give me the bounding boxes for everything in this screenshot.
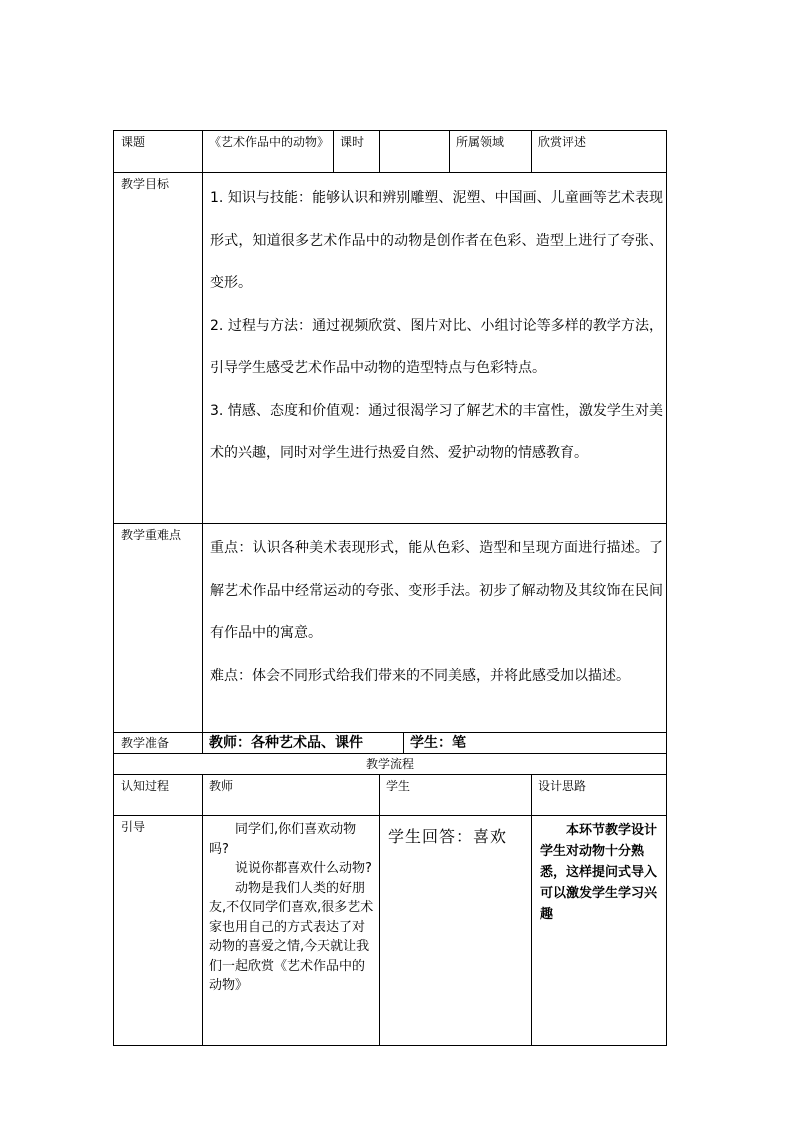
goal-item: 2. 过程与方法：通过视频欣赏、图片对比、小组讨论等多样的教学方法，引导学生感受艺术作品中动物的造型特点与色彩特点。 bbox=[210, 317, 664, 376]
col-design: 设计思路 bbox=[532, 775, 667, 816]
focus-text: 重点：认识各种美术表现形式，能从色彩、造型和呈现方面进行描述。了解艺术作品中经常运动的夸张、变形手法。初步了解动物及其纹饰在民间有作品中的寓意。 bbox=[210, 540, 664, 641]
goals-label: 教学目标 bbox=[114, 173, 203, 524]
domain-label: 所属领域 bbox=[450, 131, 532, 173]
period-value bbox=[380, 131, 450, 173]
teacher-cell bbox=[203, 816, 380, 1046]
key-points-label: 教学重难点 bbox=[114, 524, 203, 733]
goal-item: 1. 知识与技能：能够认识和辨别雕塑、泥塑、中国画、儿童画等艺术表现形式，知道很多艺术作品中的动物是创作者在色彩、造型上进行了夸张、变形。 bbox=[210, 190, 664, 291]
col-student: 学生 bbox=[380, 775, 532, 816]
goals-content bbox=[203, 173, 667, 524]
teacher-line: 说说你都喜欢什么动物? bbox=[235, 861, 372, 876]
difficulty-text: 难点：体会不同形式给我们带来的不同美感，并将此感受加以描述。 bbox=[210, 667, 630, 684]
col-stage: 认知过程 bbox=[114, 775, 203, 816]
prep-student: 学生：笔 bbox=[404, 733, 667, 754]
key-points-content bbox=[203, 524, 667, 733]
design-text: 本环节教学设计学生对动物十分熟悉，这样提问式导入可以激发学生学习兴趣 bbox=[540, 823, 658, 922]
teacher-line: 同学们,你们喜欢动物吗? bbox=[209, 822, 357, 857]
design-cell bbox=[532, 816, 667, 1046]
topic-label: 课题 bbox=[114, 131, 203, 173]
period-label: 课时 bbox=[334, 131, 380, 173]
goals-row bbox=[114, 173, 667, 524]
prep-teacher: 教师：各种艺术品、课件 bbox=[203, 733, 404, 754]
key-points-row bbox=[114, 524, 667, 733]
flow-title-row bbox=[114, 754, 667, 775]
lesson-plan-table bbox=[113, 130, 667, 1046]
prep-label: 教学准备 bbox=[114, 733, 203, 754]
flow-title: 教学流程 bbox=[114, 754, 667, 775]
domain-value: 欣赏评述 bbox=[532, 131, 667, 173]
stage-cell: 引导 bbox=[114, 816, 203, 1046]
prep-row bbox=[114, 733, 667, 754]
student-cell: 学生回答：喜欢 bbox=[380, 816, 532, 1046]
header-row bbox=[114, 131, 667, 173]
flow-header-row bbox=[114, 775, 667, 816]
teacher-line: 动物是我们人类的好朋友,不仅同学们喜欢,很多艺术家也用自己的方式表达了对动物的喜爱之情,今天就让我们一起欣赏《艺术作品中的动物》 bbox=[209, 880, 374, 993]
topic-value: 《艺术作品中的动物》 bbox=[203, 131, 334, 173]
col-teacher: 教师 bbox=[203, 775, 380, 816]
goal-item: 3. 情感、态度和价值观：通过很渴学习了解艺术的丰富性，激发学生对美术的兴趣，同时对学生进行热爱自然、爱护动物的情感教育。 bbox=[210, 402, 664, 461]
flow-row bbox=[114, 816, 667, 1046]
